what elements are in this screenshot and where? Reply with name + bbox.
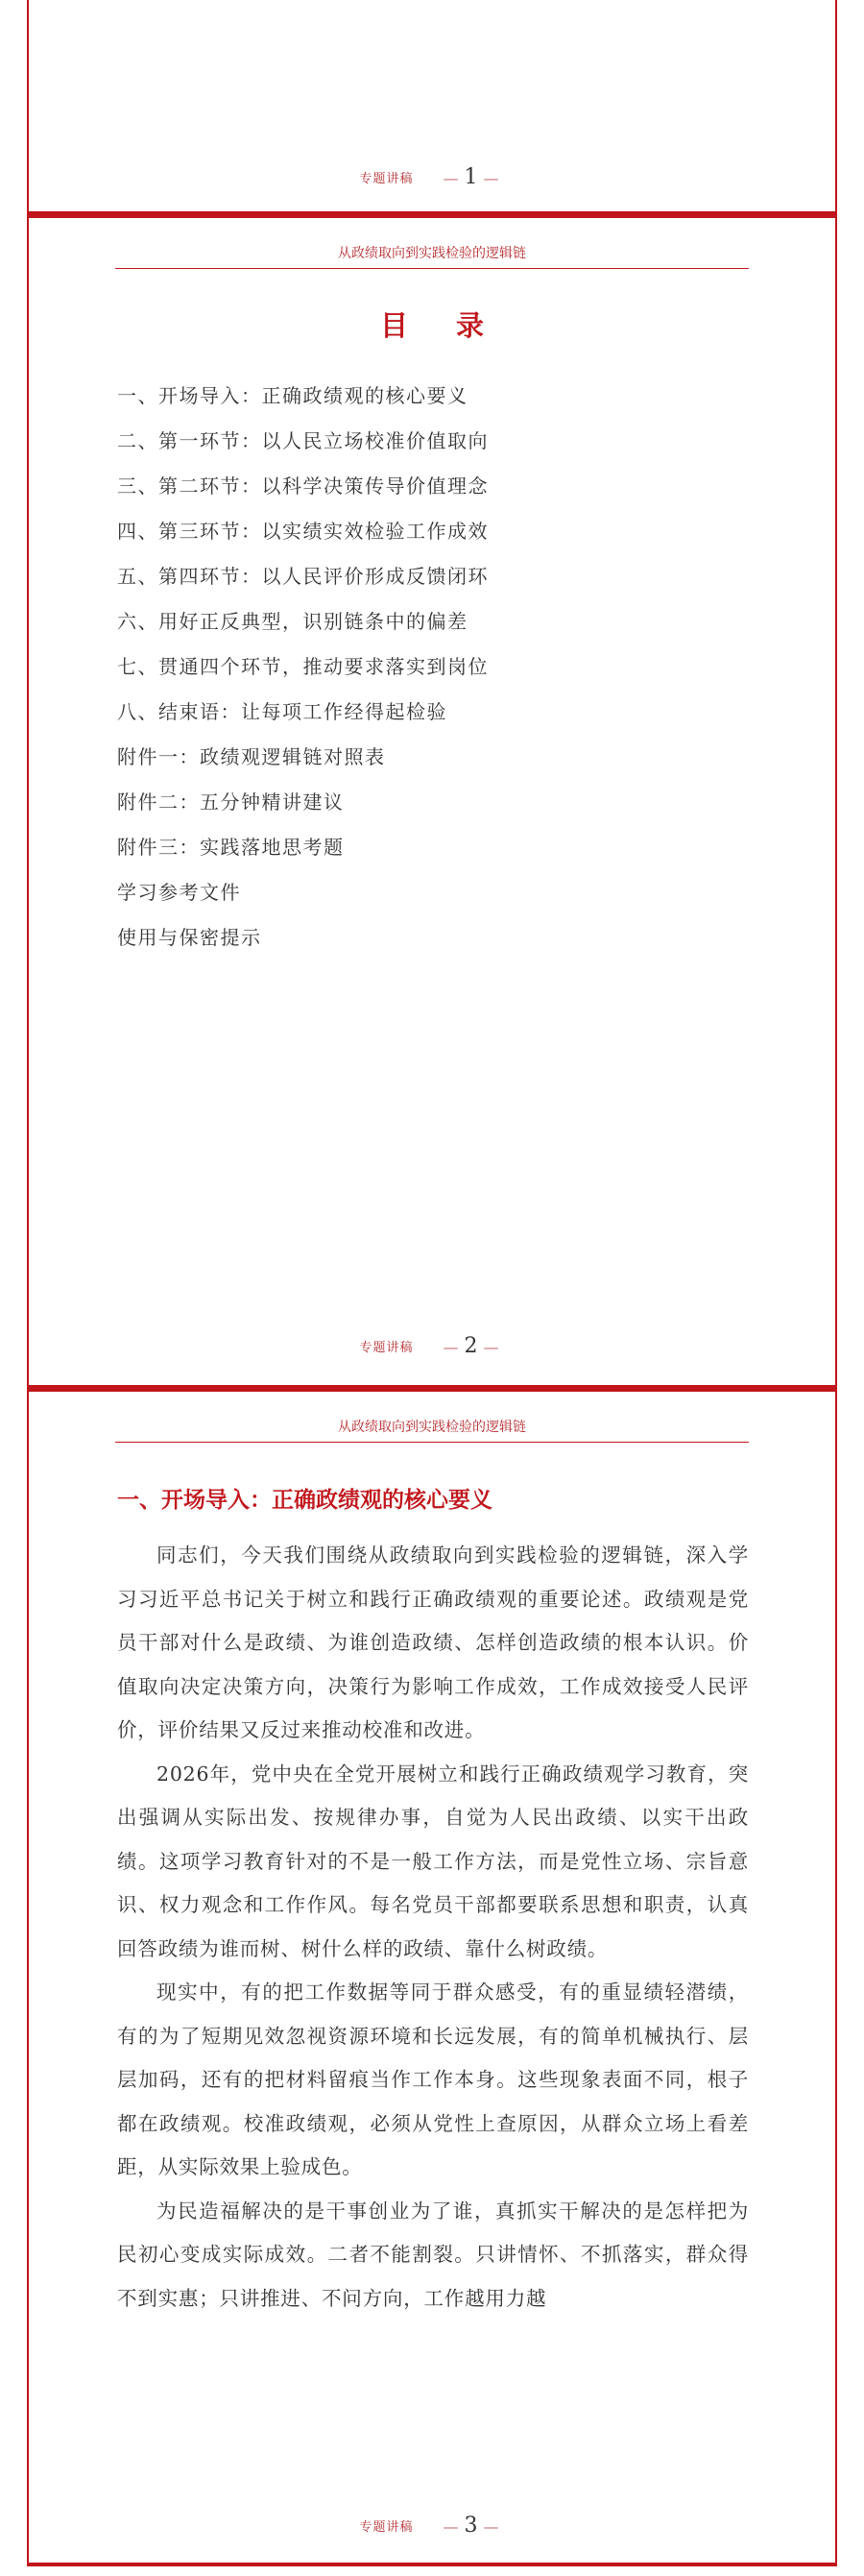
toc-item: 学习参考文件 <box>117 881 241 904</box>
toc-item: 八、结束语：让每项工作经得起检验 <box>117 700 447 723</box>
footer-dash: — <box>483 2516 499 2536</box>
toc-item: 使用与保密提示 <box>117 926 262 949</box>
footer-dash: — <box>483 1337 499 1356</box>
page-number: 3 <box>464 2514 478 2538</box>
running-head: 从政绩取向到实践检验的逻辑链 <box>115 1419 749 1443</box>
toc-item: 附件三：实践落地思考题 <box>117 836 345 859</box>
toc-item: 附件二：五分钟精讲建议 <box>117 790 345 814</box>
body-paragraph: 现实中，有的把工作数据等同于群众感受，有的重显绩轻潜绩，有的为了短期见效忽视资源环境和长远发展，有的简单机械执行、层层加码，还有的把材料留痕当作工作本身。这些现象表面不同，根子都在政绩观。校准政绩观，必须从党性上查原因，从群众立场上看差距，从实际效果上验成色。 <box>117 1981 749 2178</box>
toc-item: 四、第三环节：以实绩实效检验工作成效 <box>117 520 489 543</box>
page-footer <box>29 2514 835 2542</box>
footer-dash: — <box>483 168 499 187</box>
footer-label: 专题讲稿 <box>359 2520 414 2535</box>
footer-dash: — <box>443 168 459 187</box>
toc-item: 七、贯通四个环节，推动要求落实到岗位 <box>117 655 489 678</box>
toc-item: 六、用好正反典型，识别链条中的偏差 <box>117 610 468 633</box>
body-paragraph: 2026年，党中央在全党开展树立和践行正确政绩观学习教育，突出强调从实际出发、按规律办事，自觉为人民出政绩、以实干出政绩。这项学习教育针对的不是一般工作方法，而是党性立场、宗旨意识、权力观念和工作作风。每名党员干部都要联系思想和职责，认真回答政绩为谁而树、树什么样的政绩、靠什么树政绩。 <box>117 1762 749 1960</box>
page-2 <box>27 215 837 1389</box>
toc-item: 一、开场导入：正确政绩观的核心要义 <box>117 384 468 407</box>
toc-item: 附件一：政绩观逻辑链对照表 <box>117 745 386 768</box>
body-paragraph: 为民造福解决的是干事创业为了谁，真抓实干解决的是怎样把为民初心变成实际成效。二者不能割裂。只讲情怀、不抓落实，群众得不到实惠；只讲推进、不问方向，工作越用力越 <box>117 2199 749 2310</box>
toc-item: 三、第二环节：以科学决策传导价值理念 <box>117 474 489 498</box>
running-head: 从政绩取向到实践检验的逻辑链 <box>115 245 749 269</box>
toc-item: 二、第一环节：以人民立场校准价值取向 <box>117 429 489 452</box>
toc-title: 目 录 <box>379 309 504 342</box>
page-footer <box>29 1334 835 1363</box>
footer-label: 专题讲稿 <box>359 1341 414 1355</box>
page-number: 2 <box>464 1334 478 1358</box>
footer-dash: — <box>443 1337 459 1356</box>
toc-list <box>117 374 489 960</box>
toc-item: 五、第四环节：以人民评价形成反馈闭环 <box>117 565 489 588</box>
footer-dash: — <box>443 2516 459 2536</box>
page-footer <box>29 165 835 194</box>
page-3 <box>27 1389 837 2566</box>
section-title: 一、开场导入：正确政绩观的核心要义 <box>117 1488 492 1513</box>
footer-label: 专题讲稿 <box>359 172 414 186</box>
page-1 <box>27 0 837 215</box>
page-number: 1 <box>464 165 478 189</box>
body-paragraph: 同志们，今天我们围绕从政绩取向到实践检验的逻辑链，深入学习习近平总书记关于树立和践行正确政绩观的重要论述。政绩观是党员干部对什么是政绩、为谁创造政绩、怎样创造政绩的根本认识。价值取向决定决策方向，决策行为影响工作成效，工作成效接受人民评价，评价结果又反过来推动校准和改进。 <box>117 1543 749 1741</box>
section-body <box>117 1534 749 2321</box>
